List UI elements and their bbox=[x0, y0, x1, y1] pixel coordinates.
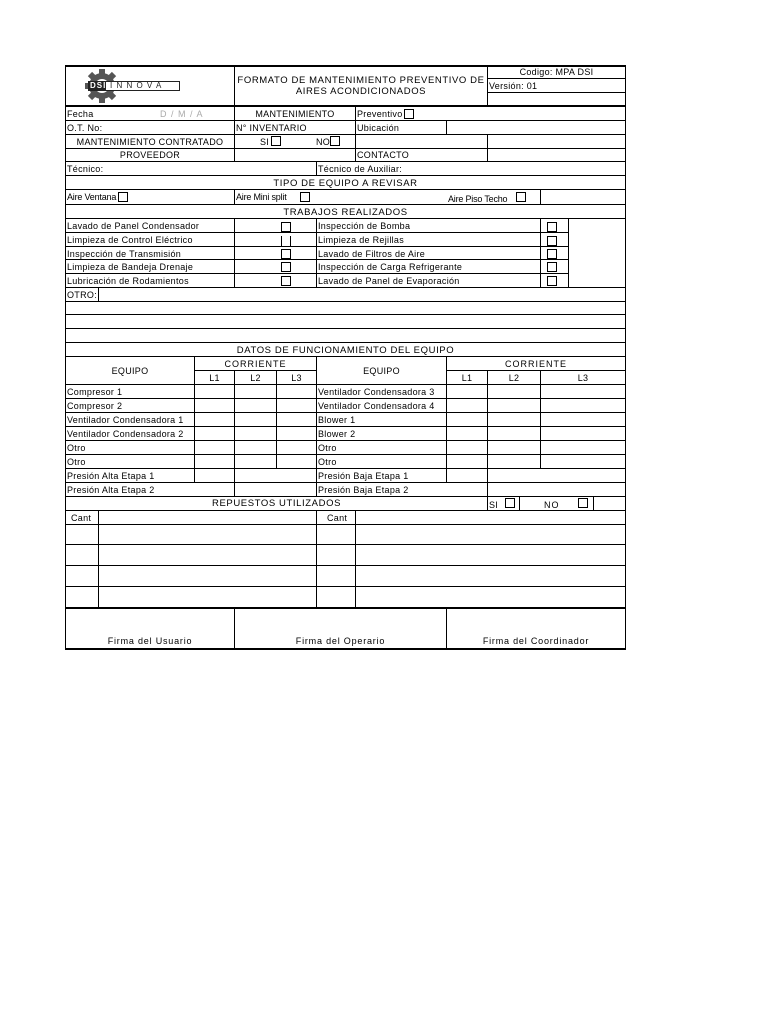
contratado-si-checkbox[interactable] bbox=[271, 136, 281, 146]
logo-word: I N N O V A bbox=[110, 81, 163, 90]
func-right-row-5: Otro bbox=[318, 443, 337, 453]
func-left-row-6: Otro bbox=[67, 457, 86, 467]
contratado-no-checkbox[interactable] bbox=[330, 136, 340, 146]
fecha-label: Fecha bbox=[67, 109, 94, 119]
trabajo-left-4-checkbox[interactable] bbox=[281, 262, 291, 272]
l2-header-left: L2 bbox=[250, 373, 261, 383]
trabajo-right-1: Inspección de Bomba bbox=[318, 221, 411, 231]
func-right-row-8: Presión Baja Etapa 2 bbox=[318, 485, 409, 495]
equipo-header-left: EQUIPO bbox=[111, 366, 149, 376]
l1-header-right: L1 bbox=[461, 373, 473, 383]
l1-header-left: L1 bbox=[209, 373, 220, 383]
func-right-row-3: Blower 1 bbox=[318, 415, 356, 425]
func-left-row-4: Ventilador Condensadora 2 bbox=[67, 429, 184, 439]
contacto-label: CONTACTO bbox=[357, 150, 410, 160]
trabajo-right-3-checkbox[interactable] bbox=[547, 249, 557, 259]
mant-contratado-label: MANTENIMIENTO CONTRATADO bbox=[76, 137, 224, 147]
form-border-right bbox=[625, 65, 626, 650]
aire-mini-split-checkbox[interactable] bbox=[300, 192, 310, 202]
trabajo-left-2-checkbox[interactable] bbox=[281, 236, 291, 246]
repuestos-si-label: SI bbox=[489, 500, 499, 510]
func-right-row-4: Blower 2 bbox=[318, 429, 356, 439]
company-logo bbox=[66, 67, 234, 105]
trabajo-right-4-checkbox[interactable] bbox=[547, 262, 557, 272]
trabajo-right-3: Lavado de Filtros de Aire bbox=[318, 249, 426, 259]
trabajo-left-5-checkbox[interactable] bbox=[281, 276, 291, 286]
aire-ventana-checkbox[interactable] bbox=[118, 192, 128, 202]
proveedor-label: PROVEEDOR bbox=[119, 150, 181, 160]
ubicacion-label: Ubicación bbox=[357, 123, 400, 133]
aire-mini-split-label: Aire Mini split bbox=[236, 192, 287, 202]
ot-no-label: O.T. No: bbox=[67, 123, 103, 133]
func-left-row-7: Presión Alta Etapa 1 bbox=[67, 471, 155, 481]
preventivo-label: Preventivo bbox=[357, 109, 403, 119]
trabajos-title: TRABAJOS REALIZADOS bbox=[283, 207, 408, 218]
cant-header-right: Cant bbox=[327, 513, 348, 523]
firma-coordinador: Firma del Coordinador bbox=[482, 636, 590, 646]
firma-usuario: Firma del Usuario bbox=[107, 636, 193, 646]
preventivo-checkbox[interactable] bbox=[404, 109, 414, 119]
trabajo-left-2: Limpieza de Control Eléctrico bbox=[67, 235, 193, 245]
func-right-row-6: Otro bbox=[318, 457, 337, 467]
func-right-row-2: Ventilador Condensadora 4 bbox=[318, 401, 435, 411]
funcionamiento-title: DATOS DE FUNCIONAMIENTO DEL EQUIPO bbox=[236, 345, 455, 356]
tecnico-label: Técnico: bbox=[67, 164, 104, 174]
tipo-equipo-title: TIPO DE EQUIPO A REVISAR bbox=[273, 178, 418, 189]
logo-text: DSI bbox=[90, 81, 107, 90]
aire-piso-techo-checkbox[interactable] bbox=[516, 192, 526, 202]
func-left-row-5: Otro bbox=[67, 443, 86, 453]
trabajo-right-2: Limpieza de Rejillas bbox=[318, 235, 405, 245]
form-code: Codigo: MPA DSI bbox=[519, 67, 594, 77]
trabajo-left-5: Lubricación de Rodamientos bbox=[67, 276, 189, 286]
contratado-no-label: NO bbox=[316, 137, 331, 147]
form-title-line2: AIRES ACONDICIONADOS bbox=[295, 86, 427, 97]
firma-operario: Firma del Operario bbox=[295, 636, 386, 646]
trabajo-right-1-checkbox[interactable] bbox=[547, 222, 557, 232]
func-left-row-3: Ventilador Condensadora 1 bbox=[67, 415, 184, 425]
form-version: Versión: 01 bbox=[489, 81, 538, 91]
form-border-bottom bbox=[65, 648, 626, 650]
mantenimiento-label: MANTENIMIENTO bbox=[255, 109, 335, 119]
func-right-row-1: Ventilador Condensadora 3 bbox=[318, 387, 435, 397]
form-title-line1: FORMATO DE MANTENIMIENTO PREVENTIVO DE bbox=[237, 75, 485, 86]
repuestos-no-checkbox[interactable] bbox=[578, 498, 588, 508]
trabajo-right-5: Lavado de Panel de Evaporación bbox=[318, 276, 460, 286]
cant-header-left: Cant bbox=[71, 513, 92, 523]
func-left-row-2: Compresor 2 bbox=[67, 401, 123, 411]
aire-ventana-label: Aire Ventana bbox=[67, 192, 117, 202]
trabajo-right-4: Inspección de Carga Refrigerante bbox=[318, 262, 463, 272]
func-left-row-8: Presión Alta Etapa 2 bbox=[67, 485, 155, 495]
repuestos-title: REPUESTOS UTILIZADOS bbox=[211, 498, 341, 509]
l2-header-right: L2 bbox=[508, 373, 520, 383]
func-right-row-7: Presión Baja Etapa 1 bbox=[318, 471, 409, 481]
repuestos-si-checkbox[interactable] bbox=[505, 498, 515, 508]
func-left-row-1: Compresor 1 bbox=[67, 387, 123, 397]
otro-label: OTRO: bbox=[67, 290, 97, 300]
trabajo-left-3: Inspección de Transmisión bbox=[67, 249, 182, 259]
trabajo-left-1: Lavado de Panel Condensador bbox=[67, 221, 200, 231]
tecnico-auxiliar-label: Técnico de Auxiliar: bbox=[318, 164, 403, 174]
aire-piso-techo-label: Aire Piso Techo bbox=[448, 194, 508, 204]
corriente-header-left: CORRIENTE bbox=[224, 359, 287, 369]
equipo-header-right: EQUIPO bbox=[363, 366, 400, 376]
trabajo-left-3-checkbox[interactable] bbox=[281, 249, 291, 259]
l3-header-right: L3 bbox=[577, 373, 589, 383]
fecha-placeholder: D / M / A bbox=[160, 109, 204, 119]
trabajo-left-1-checkbox[interactable] bbox=[281, 222, 291, 232]
trabajo-left-4: Limpieza de Bandeja Drenaje bbox=[67, 262, 194, 272]
trabajo-right-5-checkbox[interactable] bbox=[547, 276, 557, 286]
repuestos-no-label: NO bbox=[544, 500, 560, 510]
l3-header-left: L3 bbox=[291, 373, 302, 383]
contratado-si-label: SI bbox=[260, 137, 270, 147]
inventario-label: N° INVENTARIO bbox=[236, 123, 307, 133]
trabajo-right-2-checkbox[interactable] bbox=[547, 236, 557, 246]
corriente-header-right: CORRIENTE bbox=[504, 359, 567, 369]
